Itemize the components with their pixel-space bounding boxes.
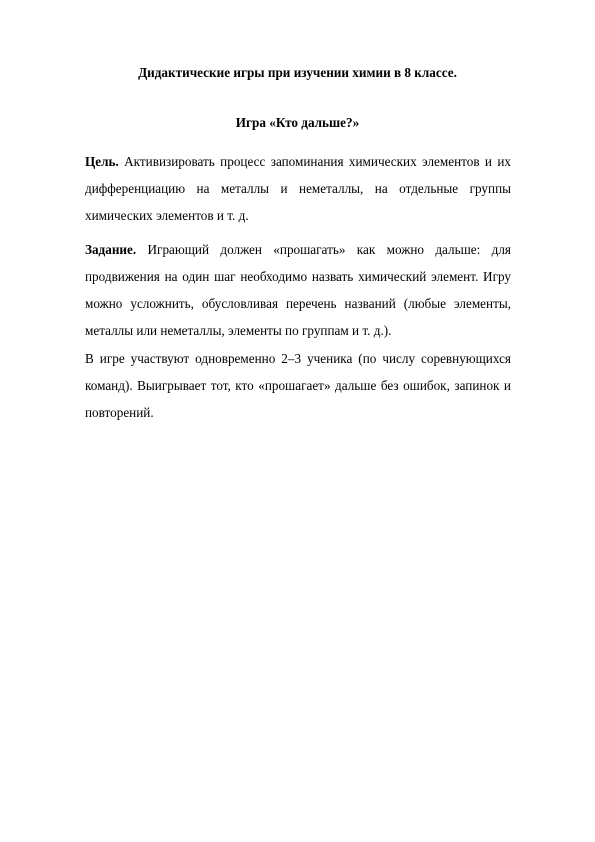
goal-paragraph	[85, 148, 511, 229]
task-paragraph	[85, 236, 511, 344]
goal-label: Цель.	[85, 154, 119, 169]
goal-text: Активизировать процесс запоминания химических элементов и их дифференциацию на металлы и неметаллы, на отдельные группы химических элементов и т. д.	[85, 154, 511, 223]
game-title: Игра «Кто дальше?»	[235, 115, 360, 130]
rules-paragraph: В игре участвуют одновременно 2–3 ученика (по числу соревнующихся команд). Выигрывает тот, кто «прошагает» дальше без ошибок, запинок и повторений.	[85, 351, 511, 420]
document-title: Дидактические игры при изучении химии в 8 классе.	[138, 65, 457, 80]
task-label: Задание.	[85, 242, 137, 257]
task-text: Играющий должен «прошагать» как можно дальше: для продвижения на один шаг необходимо назвать химический элемент. Игру можно усложнить, обусловливая перечень названий (любые элементы, металлы или неметаллы, элементы по группам и т. д.).	[85, 242, 511, 338]
